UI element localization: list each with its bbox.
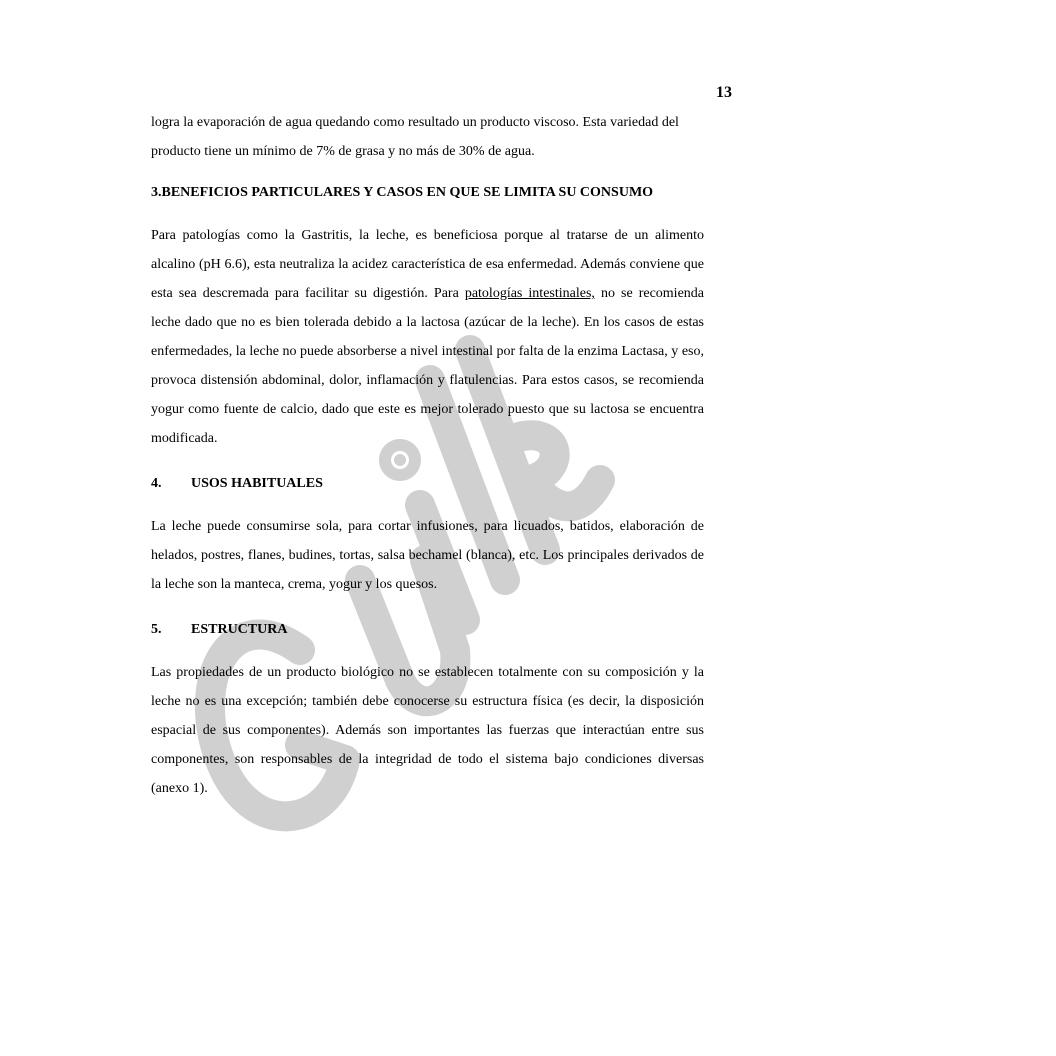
- section-5-number: 5.: [151, 622, 162, 637]
- page-number: 13: [716, 84, 732, 101]
- section-5-title: ESTRUCTURA: [191, 622, 288, 637]
- section-4-paragraph: La leche puede consumirse sola, para cortar infusiones, para licuados, batidos, elaboración de helados, postres, flanes, budines, tortas, salsa bechamel (blanca), etc. Los principales derivados de la leche son la manteca, crema, yogur y los quesos.: [151, 519, 704, 592]
- section-5-heading: [151, 615, 704, 644]
- section-3-text-part-2: no se recomienda leche dado que no es bien tolerada debido a la lactosa (azúcar de la leche). En los casos de estas enfermedades, la leche no puede absorberse a nivel intestinal por falta de la enzima Lactasa, y eso, provoca distensión abdominal, dolor, inflamación y flatulencias. Para estos casos, se recomienda yogur como fuente de calcio, dado que este es mejor tolerado puesto que su lactosa se encuentra modificada.: [151, 286, 704, 446]
- underlined-phrase: patologías intestinales,: [464, 286, 595, 301]
- section-3-text-part-1: Para patologías como la Gastritis, la leche, es beneficiosa porque al tratarse de un alimento alcalino (pH 6.6), esta neutraliza la acidez característica de esa enfermedad. Además conviene que esta sea descremada para facilitar su digestión. Para: [151, 228, 704, 301]
- intro-paragraph: logra la evaporación de agua quedando como resultado un producto viscoso. Esta variedad del producto tiene un mínimo de 7% de grasa y no más de 30% de agua.: [151, 115, 679, 159]
- section-4-title: USOS HABITUALES: [191, 476, 323, 491]
- section-5-paragraph: Las propiedades de un producto biológico no se establecen totalmente con su composición y la leche no es una excepción; también debe conocerse su estructura física (es decir, la disposición espacial de sus componentes). Además son importantes las fuerzas que interactúan entre sus componentes, son responsables de la integridad de todo el sistema bajo condiciones diversas (anexo 1).: [151, 665, 704, 796]
- section-3-paragraph: [151, 221, 704, 453]
- section-3-heading: 3.BENEFICIOS PARTICULARES Y CASOS EN QUE SE LIMITA SU CONSUMO: [151, 185, 654, 200]
- page-content: [151, 108, 704, 803]
- section-4-heading: [151, 469, 704, 498]
- section-4-number: 4.: [151, 476, 162, 491]
